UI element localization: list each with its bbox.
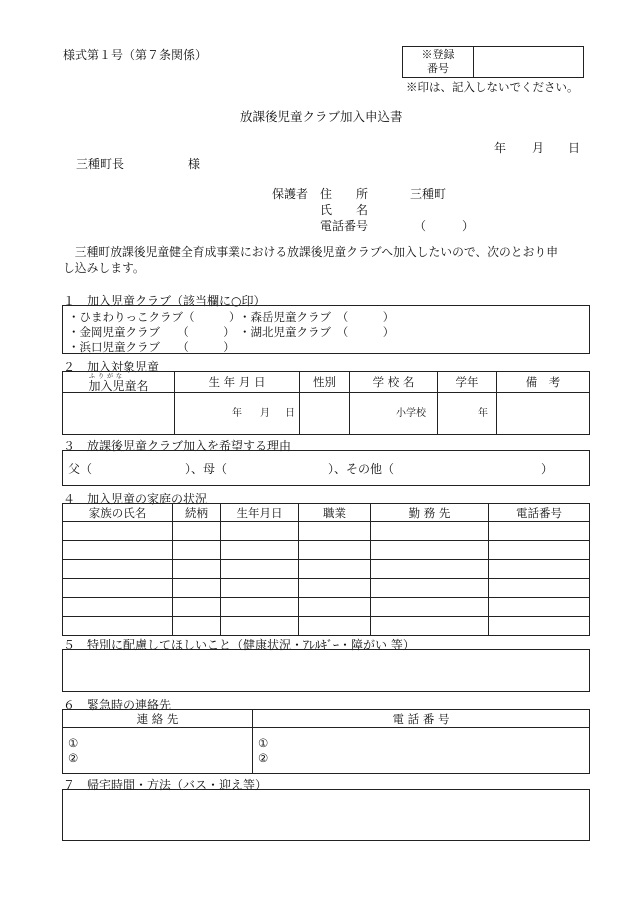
section-5-title: ５ 特別に配慮してほしいこと（健康状況・ｱﾚﾙｷﾞｰ・障がい 等） (63, 638, 415, 652)
registration-number-field[interactable] (474, 47, 584, 78)
table-row[interactable] (63, 560, 590, 579)
addressee-honorific: 様 (188, 157, 201, 171)
family-name-header: 家族の氏名 (63, 504, 173, 522)
club-kohoku[interactable]: ・湖北児童クラブ （ ） (239, 325, 395, 339)
remarks-field[interactable] (497, 393, 590, 435)
section-3-title: ３ 放課後児童クラブ加入を希望する理由 (63, 439, 292, 453)
birthdate-month-unit: 月 (260, 408, 270, 419)
child-name-field[interactable] (63, 393, 175, 435)
club-selection-box (62, 305, 590, 354)
contact-mark-1: ① (68, 735, 79, 750)
family-table (62, 503, 590, 636)
table-row[interactable] (63, 579, 590, 598)
relation-header: 続柄 (173, 504, 221, 522)
reason-other: ）、その他（ (328, 462, 395, 476)
child-table (62, 371, 590, 435)
grade-field[interactable] (438, 393, 497, 435)
phone-label: 電話番号 (320, 219, 369, 233)
reason-father: 父（ (68, 462, 93, 476)
return-method-box[interactable] (62, 789, 590, 841)
address-label: 住 所 (320, 187, 369, 201)
phone-mark-1: ① (258, 735, 269, 750)
club-himawari[interactable]: ・ひまわりっこクラブ（ ） (68, 310, 241, 324)
form-number: 様式第１号（第７条関係） (63, 48, 208, 62)
gender-header: 性別 (300, 372, 350, 393)
emergency-table (62, 709, 590, 774)
intro-line-2: し込みします。 (63, 261, 145, 275)
emergency-contact-header: 連 絡 先 (63, 710, 253, 728)
club-moritake[interactable]: ・森岳児童クラブ （ ） (239, 310, 395, 324)
occupation-header: 職業 (299, 504, 371, 522)
phone-mark-2: ② (258, 750, 269, 765)
registration-number-box (402, 46, 584, 78)
intro-line-1: 三種町放課後児童健全育成事業における放課後児童クラブへ加入したいので、次のとおり申 (63, 245, 558, 259)
emergency-phone-field[interactable] (253, 728, 590, 774)
address-value[interactable]: 三種町 (410, 187, 447, 201)
table-row[interactable] (63, 598, 590, 617)
club-hamaguchi[interactable]: ・浜口児童クラブ （ ） (68, 340, 235, 354)
birthdate-day-unit: 日 (285, 408, 295, 419)
registration-label-line1: ※登録 (421, 48, 455, 61)
child-name-header-label: 加入児童名 (88, 378, 149, 393)
reason-mother: ）、母（ (185, 462, 228, 476)
guardian-name-label: 氏 名 (320, 203, 369, 217)
gender-field[interactable] (300, 393, 350, 435)
reason-box[interactable] (62, 450, 590, 486)
birthdate-field[interactable] (175, 393, 300, 435)
addressee-name: 三種町長 (76, 157, 125, 171)
birthdate-header: 生 年 月 日 (175, 372, 300, 393)
office-use-note: ※印は、記入しないでください。 (406, 80, 579, 94)
registration-label-line2: 番号 (427, 62, 449, 75)
school-field[interactable] (350, 393, 438, 435)
table-row[interactable] (63, 541, 590, 560)
guardian-label: 保護者 (272, 187, 309, 201)
grade-header: 学年 (438, 372, 497, 393)
section-2-title: ２ 加入対象児童 (63, 360, 160, 374)
reason-close: ） (541, 462, 554, 476)
grade-unit: 年 (478, 408, 488, 419)
table-row[interactable] (63, 617, 590, 636)
school-unit: 小学校 (396, 408, 426, 419)
emergency-phone-header: 電 話 番 号 (253, 710, 590, 728)
date-month: 月 (532, 141, 545, 155)
remarks-header: 備 考 (497, 372, 590, 393)
section-4-title: ４ 加入児童の家庭の状況 (63, 492, 208, 506)
registration-label (403, 47, 474, 78)
emergency-contact-field[interactable] (63, 728, 253, 774)
section-6-title: ６ 緊急時の連絡先 (63, 698, 172, 712)
date-day: 日 (568, 141, 581, 155)
table-row[interactable] (63, 522, 590, 541)
contact-mark-2: ② (68, 750, 79, 765)
family-birthdate-header: 生年月日 (221, 504, 299, 522)
section-7-title: ７ 帰宅時間・方法（バス・迎え等） (63, 778, 268, 792)
section-1-title: １ 加入児童クラブ（該当欄に○印） (63, 294, 266, 308)
page-title: 放課後児童クラブ加入申込書 (240, 109, 403, 124)
phone-area-code-field[interactable]: （ ） (414, 219, 475, 233)
club-kanaoka[interactable]: ・金岡児童クラブ （ ） (68, 325, 235, 339)
furigana-ruby: ふりがな (89, 373, 126, 380)
family-phone-header: 電話番号 (489, 504, 590, 522)
date-year: 年 (494, 141, 507, 155)
school-header: 学 校 名 (350, 372, 438, 393)
birthdate-year-unit: 年 (232, 408, 242, 419)
special-care-box[interactable] (62, 649, 590, 692)
child-name-header (63, 372, 175, 393)
workplace-header: 勤 務 先 (371, 504, 489, 522)
